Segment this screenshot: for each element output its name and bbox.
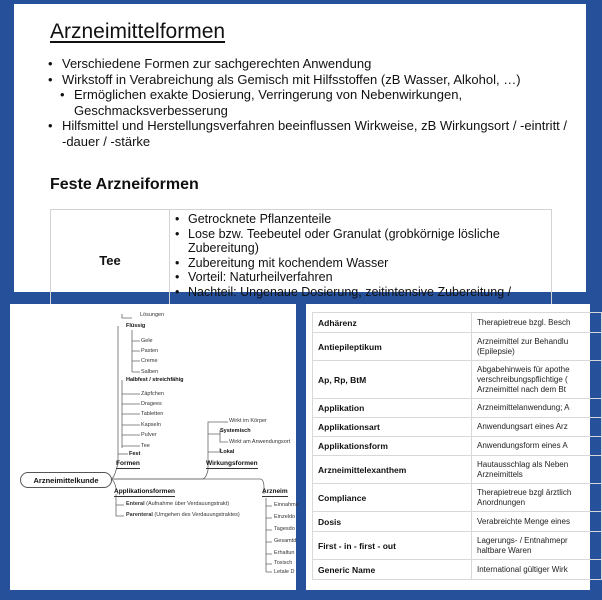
node-pulver: Pulver bbox=[141, 432, 157, 438]
glossary-term: Applikation bbox=[313, 399, 472, 418]
table-row bbox=[313, 484, 602, 512]
glossary-definition: Therapietreue bzgl ärztlich Anordnungen bbox=[472, 484, 602, 512]
node-zaepfchen: Zäpfchen bbox=[141, 391, 164, 397]
node-wirkt-am-anwendungsort: Wirkt am Anwendungsort bbox=[229, 439, 291, 445]
node-dosis-item: Toxisch bbox=[274, 560, 293, 566]
glossary-definition: Hautausschlag als Neben Arzneimittels bbox=[472, 456, 602, 484]
mind-map-panel bbox=[10, 304, 299, 590]
glossary-definition: Lagerungs- / Entnahmepr haltbare Waren bbox=[472, 532, 602, 560]
glossary-term: Antiepileptikum bbox=[313, 333, 472, 361]
glossary-table bbox=[312, 312, 602, 580]
node-salben: Salben bbox=[141, 369, 159, 375]
table-row bbox=[313, 418, 602, 437]
bullet-item: • Verschiedene Formen zur sachgerechten Anwendung bbox=[48, 56, 568, 72]
glossary-definition: Verabreichte Menge eines bbox=[472, 512, 602, 532]
table-row bbox=[313, 361, 602, 399]
node-formen: Formen bbox=[116, 460, 140, 467]
intro-bullet-list bbox=[48, 56, 568, 149]
slide-arzneimittelformen bbox=[14, 4, 586, 299]
table-row bbox=[313, 532, 602, 560]
node-gele: Gele bbox=[141, 338, 153, 344]
node-dosis-item: Letale D bbox=[274, 569, 295, 575]
tee-label: Tee bbox=[51, 210, 170, 310]
node-fluessig: Flüssig bbox=[126, 323, 146, 329]
parenteral-label: Parenteral bbox=[126, 512, 153, 518]
table-row bbox=[313, 313, 602, 333]
tee-table bbox=[50, 209, 552, 310]
node-fest: Fest bbox=[129, 451, 141, 457]
glossary-definition: Therapietreue bzgl. Besch bbox=[472, 313, 602, 333]
glossary-definition: Abgabehinweis für apothe verschreibungspflichtige ( Arzneimittel nach dem Bt bbox=[472, 361, 602, 399]
node-dragees: Dragees bbox=[141, 401, 162, 407]
node-creme: Creme bbox=[141, 358, 158, 364]
node-parenteral bbox=[126, 512, 240, 519]
table-row bbox=[313, 512, 602, 532]
sub-bullet-item: • Ermöglichen exakte Dosierung, Verringerung von Nebenwirkungen, Geschmacksverbesserung bbox=[60, 87, 568, 118]
enteral-desc: (Aufnahme über Verdauungstrakt) bbox=[144, 501, 230, 507]
tee-property: • Zubereitung mit kochendem Wasser bbox=[175, 256, 545, 271]
glossary-definition: Anwendungsart eines Arz bbox=[472, 418, 602, 437]
node-systemisch: Systemisch bbox=[220, 428, 251, 434]
node-wirkt-im-koerper: Wirkt im Körper bbox=[229, 418, 267, 424]
glossary-term: First - in - first - out bbox=[313, 532, 472, 560]
table-row bbox=[313, 399, 602, 418]
glossary-term: Dosis bbox=[313, 512, 472, 532]
parenteral-desc: (Umgehen des Verdauungstraktes) bbox=[152, 512, 240, 518]
glossary-term: Arzneimittelexanthem bbox=[313, 456, 472, 484]
section-title: Feste Arzneiformen bbox=[50, 176, 199, 193]
node-dosis-item: Gesamtd bbox=[274, 538, 297, 544]
glossary-term: Ap, Rp, BtM bbox=[313, 361, 472, 399]
glossary-term: Applikationsart bbox=[313, 418, 472, 437]
node-dosis-item: Tagesdo bbox=[274, 526, 295, 532]
node-pasten: Pasten bbox=[141, 348, 159, 354]
tee-property: • Lose bzw. Teebeutel oder Granulat (grobkörnige lösliche Zubereitung) bbox=[175, 227, 545, 256]
tee-properties-list bbox=[175, 212, 545, 299]
node-arzneimittel-dosis: Arzneim bbox=[262, 488, 288, 495]
table-row bbox=[313, 437, 602, 456]
table-row bbox=[313, 560, 602, 580]
glossary-definition: Arzneimittelanwendung; A bbox=[472, 399, 602, 418]
mind-map-connectors bbox=[10, 304, 296, 590]
node-dosis-item: Einnahme bbox=[274, 502, 299, 508]
node-wirkungsformen: Wirkungsformen bbox=[206, 460, 258, 467]
table-row bbox=[313, 456, 602, 484]
node-dosis-item: Erhaltun bbox=[274, 550, 295, 556]
table-row bbox=[313, 333, 602, 361]
enteral-label: Enteral bbox=[126, 501, 145, 507]
bullet-item: • Hilfsmittel und Herstellungsverfahren beeinflussen Wirkweise, zB Wirkungsort / -eintritt / -dauer / -stärke bbox=[48, 118, 568, 149]
node-halbfest: Halbfest / streichfähig bbox=[126, 377, 184, 383]
slide-title: Arzneimittelformen bbox=[50, 20, 226, 43]
node-arzneimittelkunde-root: Arzneimittelkunde bbox=[20, 472, 112, 488]
tee-property: • Getrocknete Pflanzenteile bbox=[175, 212, 545, 227]
node-tee: Tee bbox=[141, 443, 150, 449]
node-enteral bbox=[126, 501, 229, 508]
glossary-term: Adhärenz bbox=[313, 313, 472, 333]
bullet-item: • Wirkstoff in Verabreichung als Gemisch mit Hilfsstoffen (zB Wasser, Alkohol, …) bbox=[48, 72, 568, 88]
tee-property: • Vorteil: Naturheilverfahren bbox=[175, 270, 545, 285]
node-kapseln: Kapseln bbox=[141, 422, 161, 428]
node-tabletten: Tabletten bbox=[141, 411, 164, 417]
node-loesungen: Lösungen bbox=[140, 312, 165, 318]
glossary-definition: Anwendungsform eines A bbox=[472, 437, 602, 456]
glossary-definition: International gültiger Wirk bbox=[472, 560, 602, 580]
glossary-panel bbox=[306, 304, 590, 590]
node-applikationsformen: Applikationsformen bbox=[114, 488, 176, 495]
glossary-definition: Arzneimittel zur Behandlu (Epilepsie) bbox=[472, 333, 602, 361]
glossary-term: Generic Name bbox=[313, 560, 472, 580]
node-dosis-item: Einzeldo bbox=[274, 514, 296, 520]
node-lokal: Lokal bbox=[220, 449, 235, 455]
tee-property: • Nachteil: Ungenaue Dosierung, zeitintensive Zubereitung / bbox=[175, 285, 545, 300]
glossary-term: Applikationsform bbox=[313, 437, 472, 456]
glossary-term: Compliance bbox=[313, 484, 472, 512]
